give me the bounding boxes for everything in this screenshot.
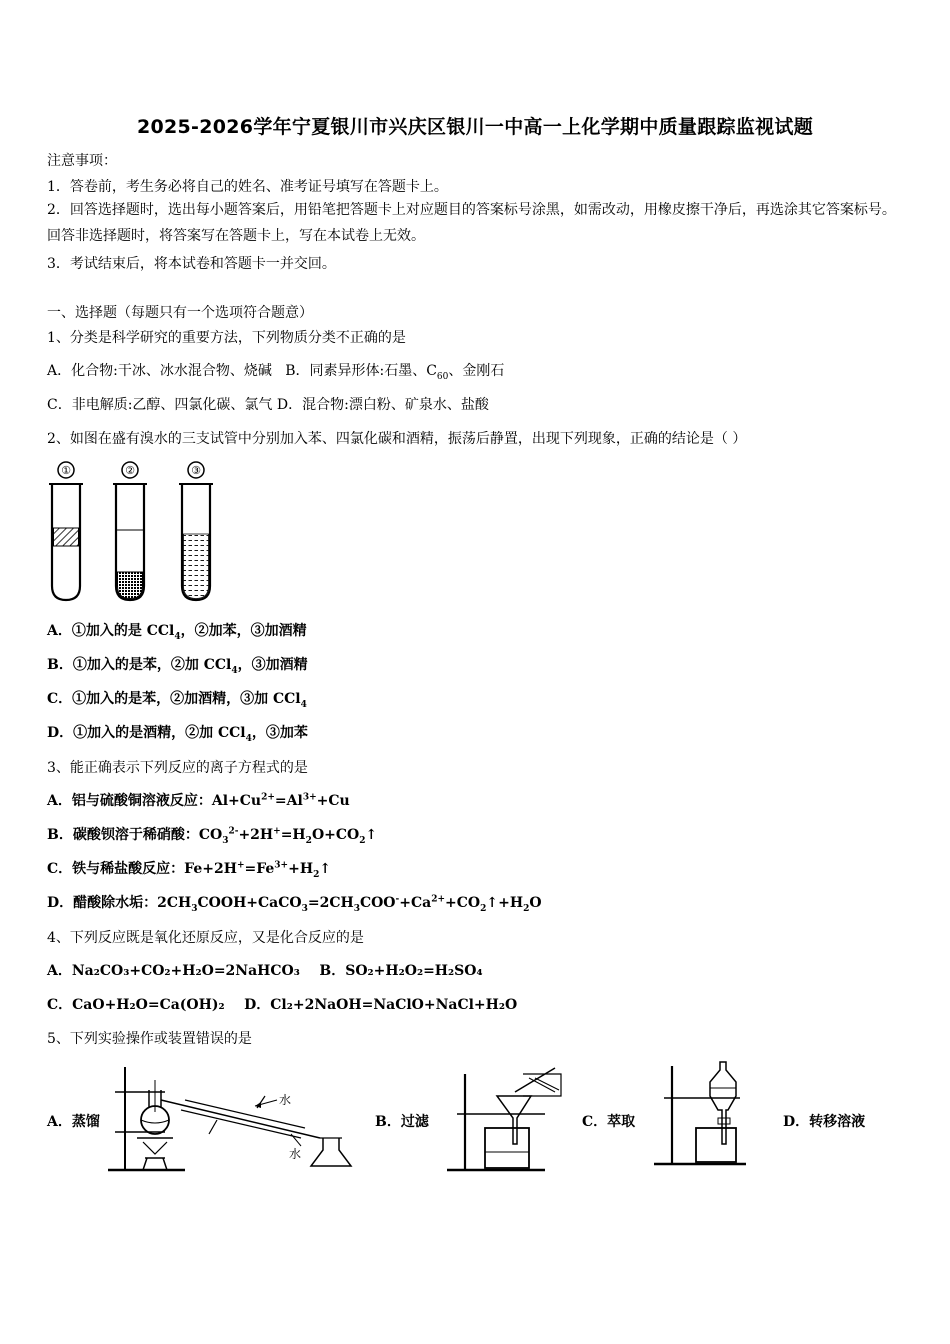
q2-option-d: D．①加入的是酒精，②加 CCl$_4$，③加苯 [47,725,308,744]
q2-option-a: A．①加入的是 CCl$_4$，②加苯，③加酒精 [47,623,307,642]
test-tubes-figure [44,458,224,608]
tube-3 [179,462,213,600]
q4-option-a: A．Na₂CO₃+CO₂+H₂O=2NaHCO₃ [47,963,300,979]
q3-stem: 3、能正确表示下列反应的离子方程式的是 [47,760,308,776]
tube-2 [113,462,147,600]
q4-option-b: B．SO₂+H₂O₂=H₂SO₄ [319,963,483,979]
section-heading: 一、选择题（每题只有一个选项符合题意） [47,305,313,321]
q2-option-c: C．①加入的是苯，②加酒精，③加 CCl$_4$ [47,691,307,710]
q5-option-c: C．萃取 [582,1114,636,1130]
q4-options-ab [47,960,483,980]
q5-option-a: A．蒸馏 [47,1114,100,1130]
q5-option-d: D．转移溶液 [783,1114,866,1130]
notice-item-3: 3．考试结束后，将本试卷和答题卡一并交回。 [47,256,336,272]
tube-1-label: ① [61,464,71,477]
notice-item-2: 2．回答选择题时，选出每小题答案后，用铅笔把答题卡上对应题目的答案标号涂黑，如需改动，用橡皮擦干净后，再选涂其它答案标号。回答非选择题时，将答案写在答题卡上，写在本试卷上无效。 [47,202,896,244]
q1-option-a: A．化合物:干冰、冰水混合物、烧碱 [47,363,272,379]
tube-3-label: ③ [191,464,201,477]
page-title: 2025-2026学年宁夏银川市兴庆区银川一中高一上化学期中质量跟踪监视试题 [136,116,814,138]
q1-stem: 1、分类是科学研究的重要方法，下列物质分类不正确的是 [47,330,406,346]
q4-option-c: C．CaO+H₂O=Ca(OH)₂ [47,997,225,1013]
q3-option-a: A．铝与硫酸铜溶液反应：$Al+Cu^{2+}=Al^{3+}+Cu$ [47,792,350,809]
q3-option-d: D．醋酸除水垢：$2CH_3COOH+CaCO_3=2CH_3COO^-+Ca^{2+}+CO_2↑+H_2O$ [47,894,542,914]
water-in-label: 水 [279,1093,292,1107]
q3-option-c: C．铁与稀盐酸反应：$Fe+2H^+=Fe^{3+}+H_2↑$ [47,860,332,880]
notice-heading: 注意事项： [47,153,117,169]
extraction-apparatus [650,1058,760,1170]
q2-stem: 2、如图在盛有溴水的三支试管中分别加入苯、四氯化碳和酒精，振荡后静置，出现下列现象，正确的结论是（ ） [47,431,747,447]
distillation-apparatus [105,1062,360,1177]
q2-option-b: B．①加入的是苯，②加 CCl$_4$，③加酒精 [47,657,308,676]
q5-option-b: B．过滤 [375,1114,429,1130]
q5-stem: 5、下列实验操作或装置错误的是 [47,1031,252,1047]
q1-options-ab [47,360,504,382]
notice-item-1: 1．答卷前，考生务必将自己的姓名、准考证号填写在答题卡上。 [47,179,448,195]
q1-options-cd: C．非电解质:乙醇、四氯化碳、氯气 D．混合物:漂白粉、矿泉水、盐酸 [47,397,489,413]
q4-stem: 4、下列反应既是氧化还原反应，又是化合反应的是 [47,930,364,946]
q4-options-cd [47,994,517,1014]
filtration-apparatus [445,1066,570,1176]
water-out-label: 水 [289,1147,302,1161]
q1-option-b: B．同素异形体:石墨、$C_{60}$、金刚石 [285,363,505,382]
tube-1 [49,462,83,600]
tube-2-label: ② [125,464,135,477]
q3-option-b: B．碳酸钡溶于稀硝酸：$CO_3^{2-}+2H^+=H_2O+CO_2↑$ [47,826,378,846]
q4-option-d: D．Cl₂+2NaOH=NaClO+NaCl+H₂O [244,997,518,1013]
